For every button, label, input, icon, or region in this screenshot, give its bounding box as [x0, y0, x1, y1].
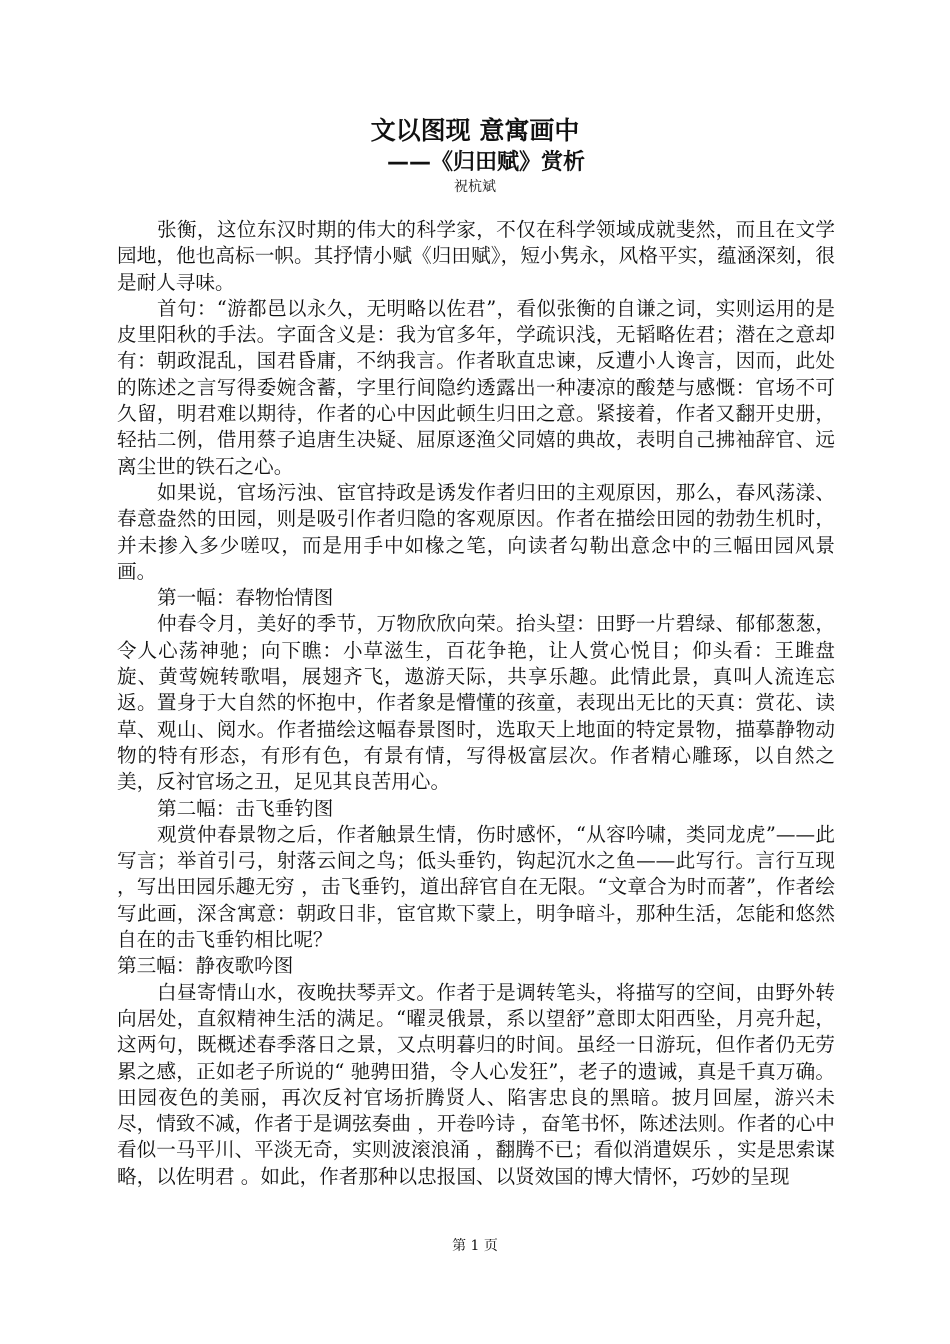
section-heading-spring: 第一幅：春物怡情图	[157, 586, 334, 610]
document-title: 文以图现 意寓画中	[370, 116, 580, 145]
author-name: 祝杭斌	[454, 179, 496, 195]
section-heading-fishing: 第二幅：击飞垂钓图	[157, 796, 334, 820]
paragraph-first-line: 首句：“游都邑以永久，无明略以佐君”，看似张衡的自谦之词，实则运用的是皮里阳秋的手法。字面含义是：我为官多年，学疏识浅，无韬略佐君；潜在之意却有：朝政混乱，国君昏庸，不纳我言。作者耿直忠谏，反遭小人谗言，因而，此处的陈述之言写得委婉含蓄，字里行间隐约透露出一种凄凉的酸楚与感慨：官场不可久留，明君难以期待，作者的心中因此顿生归田之意。紧接着，作者又翻开史册，轻拈二例，借用蔡子追唐生决疑、屈原逐渔父同嬉的典故，表明自己拂袖辞官、远离尘世的铁石之心。	[117, 296, 835, 478]
section-heading-night: 第三幅：静夜歌吟图	[117, 954, 294, 978]
paragraph-fishing: 观赏仲春景物之后，作者触景生情，伤时感怀，“从容吟啸，类同龙虎”——此写言；举首引弓，射落云间之鸟；低头垂钓，钩起沉水之鱼——此写行。言行互现 ，写出田园乐趣无穷 ，击飞垂钓，道出辞官自在无限。“文章合为时而著”，作者绘写此画，深含寓意：朝政日非，宦官欺下蒙上，明争暗斗，那种生活，怎能和悠然自在的击飞垂钓相比呢？	[117, 822, 835, 952]
paragraph-night: 白昼寄情山水，夜晚扶琴弄文。作者于是调转笔头，将描写的空间，由野外转向居处，直叙精神生活的满足。“曜灵俄景，系以望舒”意即太阳西坠，月亮升起，这两句，既概述春季落日之景，又点明暮归的时间。虽经一日游玩，但作者仍无劳累之感，正如老子所说的“ 驰骋田猎，令人心发狂”，老子的遗诫，真是千真万确。田园夜色的美丽，再次反衬官场折腾贤人、陷害忠良的黑暗。披月回屋，游兴未尽，情致不减，作者于是调弦奏曲 ，开卷吟诗 ，奋笔书怀，陈述法则。作者的心中看似一马平川、平淡无奇，实则波滚浪涌 ，翻腾不已；看似消遣娱乐 ，实是思索谋略，以佐明君 。如此，作者那种以忠报国、以贤效国的博大情怀，巧妙的呈现	[117, 980, 835, 1188]
paragraph-intro: 张衡，这位东汉时期的伟大的科学家，不仅在科学领域成就斐然，而且在文学园地，他也高标一帜。其抒情小赋《归田赋》，短小隽永，风格平实，蕴涵深刻，很是耐人寻味。	[117, 218, 835, 294]
paragraph-spring: 仲春令月，美好的季节，万物欣欣向荣。抬头望：田野一片碧绿、郁郁葱葱，令人心荡神驰；向下瞧：小草滋生，百花争艳，让人赏心悦目；仰头看：王雎盘旋、黄莺婉转歌唱，展翅齐飞，遨游天际，共享乐趣。此情此景，真叫人流连忘返。置身于大自然的怀抱中，作者象是懵懂的孩童，表现出无比的天真：赏花、读草、观山、阅水。作者描绘这幅春景图时，选取天上地面的特定景物，描摹静物动物的特有形态，有形有色，有景有情，写得极富层次。作者精心雕琢，以自然之美，反衬官场之丑，足见其良苦用心。	[117, 612, 835, 794]
document-subtitle: ——《归田赋》赏析	[386, 150, 585, 175]
article-body	[117, 217, 835, 1190]
paragraph-reasons: 如果说，官场污浊、宦官持政是诱发作者归田的主观原因，那么，春风荡漾、春意盎然的田园，则是吸引作者归隐的客观原因。作者在描绘田园的勃勃生机时，并未掺入多少嗟叹，而是用手中如椽之笔，向读者勾勒出意念中的三幅田园风景画。	[117, 480, 835, 583]
page-number: 第 1 页	[452, 1238, 498, 1254]
